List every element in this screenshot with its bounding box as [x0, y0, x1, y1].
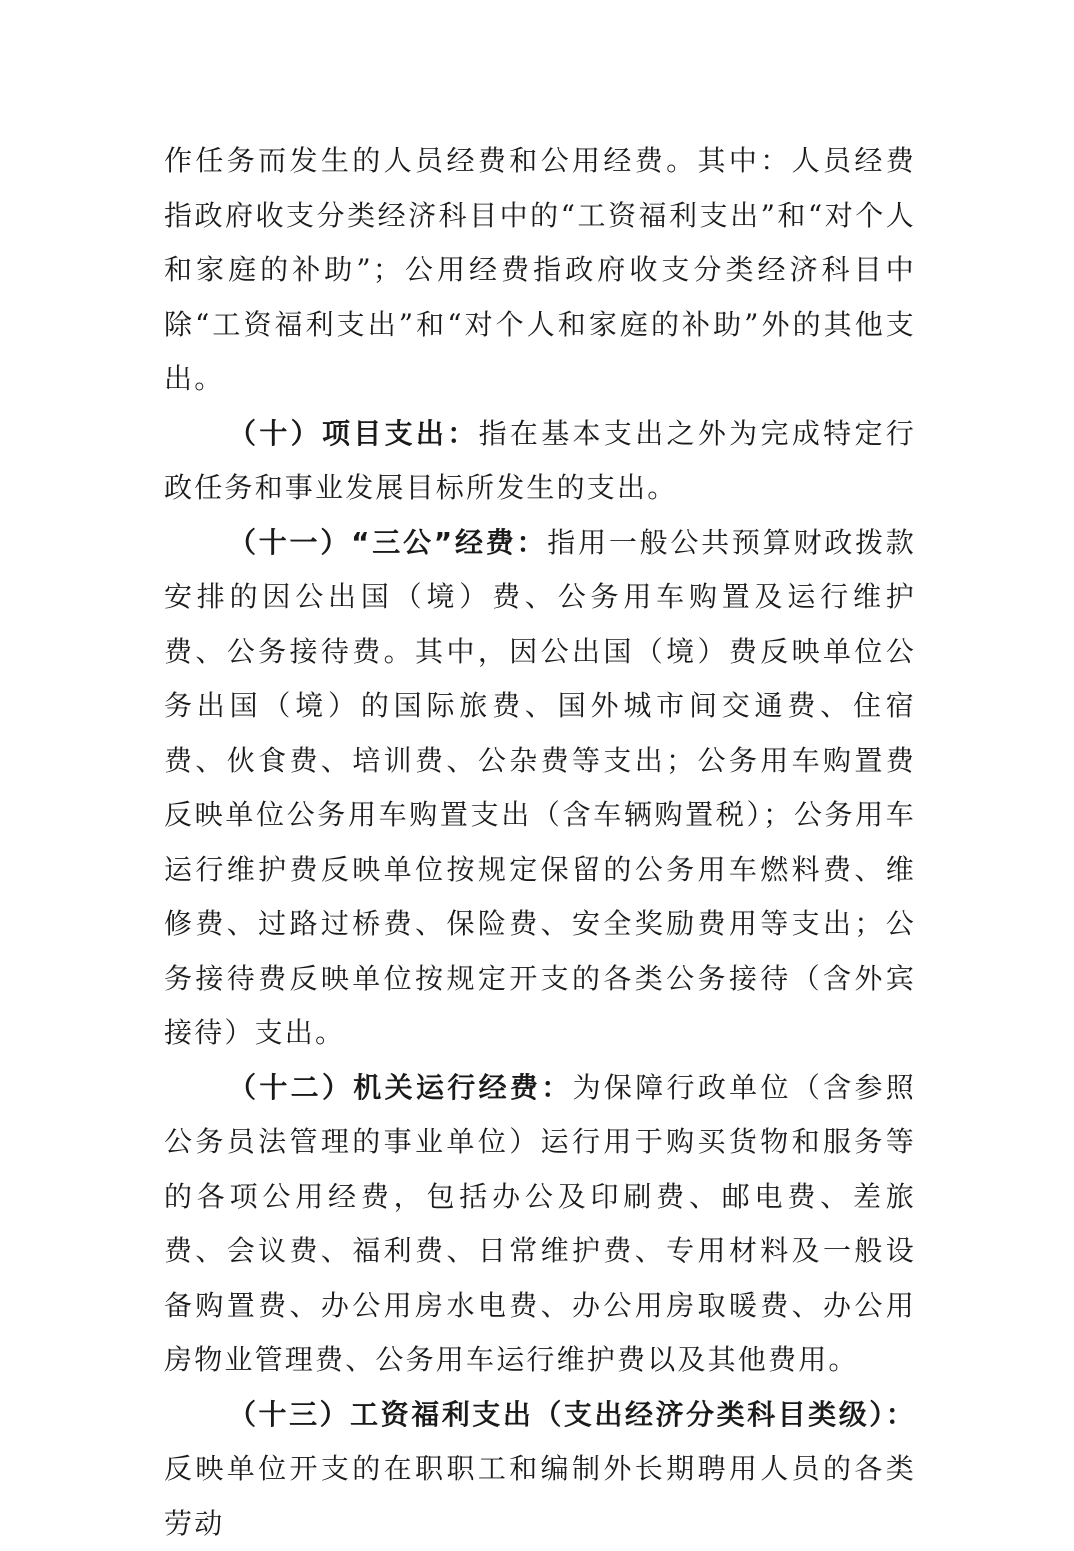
- paragraph-heading: （十三）工资福利支出（支出经济分类科目类级）：: [228, 1398, 916, 1431]
- paragraph-text: 指在基本支出之外为完成特定行政任务和事业发展目标所发生的支出。: [164, 417, 916, 505]
- paragraph-item-13: [164, 1388, 916, 1551]
- paragraph-heading: （十二）机关运行经费：: [228, 1071, 573, 1104]
- paragraph-text: 指用一般公共预算财政拨款安排的因公出国（境）费、公务用车购置及运行维护费、公务接待费。其中，因公出国（境）费反映单位公务出国（境）的国际旅费、国外城市间交通费、住宿费、伙食费、培训费、公杂费等支出；公务用车购置费反映单位公务用车购置支出（含车辆购置税）；公务用车运行维护费反映单位按规定保留的公务用车燃料费、维修费、过路过桥费、保险费、安全奖励费用等支出；公务接待费反映单位按规定开支的各类公务接待（含外宾接待）支出。: [164, 526, 916, 1050]
- paragraph-text: 反映单位开支的在职职工和编制外长期聘用人员的各类劳动: [164, 1452, 916, 1540]
- paragraph-heading: （十一）“三公”经费：: [228, 526, 547, 559]
- paragraph-text: 为保障行政单位（含参照公务员法管理的事业单位）运行用于购买货物和服务等的各项公用经费，包括办公及印刷费、邮电费、差旅费、会议费、福利费、日常维护费、专用材料及一般设备购置费、办公用房水电费、办公用房取暖费、办公用房物业管理费、公务用车运行维护费以及其他费用。: [164, 1071, 916, 1377]
- paragraph-item-12: [164, 1061, 916, 1388]
- paragraph-heading: （十）项目支出：: [228, 417, 479, 450]
- paragraph-item-11: [164, 516, 916, 1061]
- paragraph-continued: [164, 134, 916, 407]
- paragraph-item-10: [164, 407, 916, 516]
- paragraph-text: 作任务而发生的人员经费和公用经费。其中：人员经费指政府收支分类经济科目中的“工资福利支出”和“对个人和家庭的补助”；公用经费指政府收支分类经济科目中除“工资福利支出”和“对个人和家庭的补助”外的其他支出。: [164, 144, 916, 395]
- document-body: [164, 134, 916, 1551]
